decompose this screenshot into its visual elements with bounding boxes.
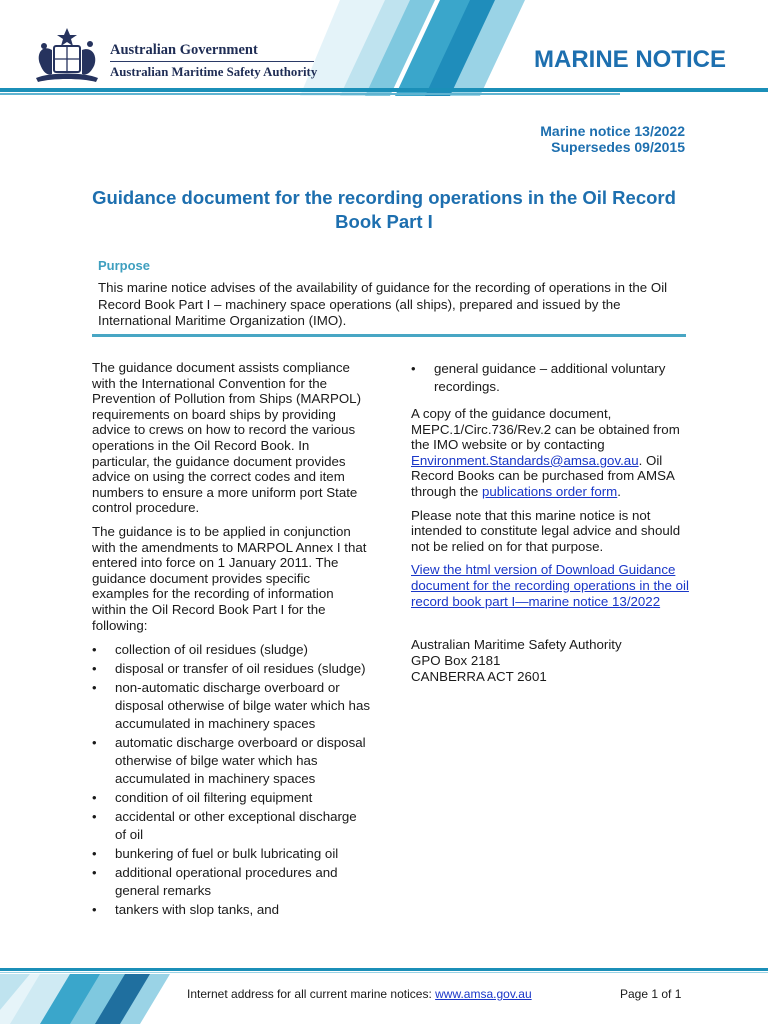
agency-name: Australian Maritime Safety Authority: [110, 65, 318, 79]
email-link[interactable]: Environment.Standards@amsa.gov.au: [411, 452, 639, 468]
list-item: • accidental or other exceptional discharge of oil: [92, 808, 370, 844]
notice-reference: [540, 123, 685, 155]
copy-text-part-1: A copy of the guidance document, MEPC.1/Circ.736/Rev.2 can be obtained from the IMO website or by contacting: [411, 406, 680, 453]
list-item: • bunkering of fuel or bulk lubricating oil: [92, 845, 370, 863]
list-item: • general guidance – additional voluntary recordings.: [411, 360, 693, 396]
html-version-paragraph: [411, 562, 693, 609]
purpose-text: This marine notice advises of the availability of guidance for the recording of operations in the Oil Record Book Part I – machinery space operations (all ships), prepared and issued by the International Maritime Organization (IMO).: [98, 280, 668, 328]
notice-number: Marine notice 13/2022: [540, 123, 685, 139]
continued-list: [411, 360, 693, 396]
address-line-1: Australian Maritime Safety Authority: [411, 637, 622, 653]
document-title: Guidance document for the recording operations in the Oil Record Book Part I: [92, 187, 676, 232]
header-rule: [0, 88, 768, 92]
list-item: • disposal or transfer of oil residues (sludge): [92, 660, 370, 678]
marine-notice-title: MARINE NOTICE: [534, 46, 726, 73]
postal-address: [411, 637, 693, 685]
amsa-website-link[interactable]: www.amsa.gov.au: [435, 987, 532, 1001]
recording-topics-list: [92, 641, 370, 919]
address-line-2: GPO Box 2181: [411, 653, 501, 669]
purpose-heading: Purpose: [98, 258, 151, 273]
guidance-paragraph-1: The guidance document assists compliance with the International Convention for the Prevention of Pollution from Ships (MARPOL) requirements on board ships by providing advice to crews on how to record the various operations in the Oil Record Book. In particular, the guidance document provides advice on using the correct codes and item numbers to ensure a more uniform port State control procedure.: [92, 360, 362, 516]
logo-divider: [110, 61, 314, 62]
address-line-3: CANBERRA ACT 2601: [411, 669, 547, 685]
list-item: • condition of oil filtering equipment: [92, 789, 370, 807]
footer-text: [187, 987, 532, 1001]
list-item: • automatic discharge overboard or disposal otherwise of bilge water which has accumulated in machinery spaces: [92, 734, 370, 788]
copy-text-part-3: .: [617, 483, 621, 499]
right-column: [411, 360, 693, 685]
list-item: • non-automatic discharge overboard or disposal otherwise of bilge water which has accumulated in machinery spaces: [92, 679, 370, 733]
guidance-paragraph-2: The guidance is to be applied in conjunction with the amendments to MARPOL Annex I that entered into force on 1 January 2011. The guidance document provides specific examples for the recording of information within the Oil Record Book Part I for the following:: [92, 523, 367, 633]
copy-text-part-2: . Oil Record Books can be purchased from AMSA through the: [411, 452, 675, 499]
copy-availability-paragraph: [411, 406, 693, 500]
footer-label: Internet address for all current marine notices:: [187, 987, 436, 1001]
list-item: • additional operational procedures and general remarks: [92, 864, 370, 900]
purpose-divider: [92, 334, 686, 337]
list-item: • collection of oil residues (sludge): [92, 641, 370, 659]
page-number: Page 1 of 1: [620, 987, 682, 1001]
government-name: Australian Government: [110, 42, 258, 58]
list-item: • tankers with slop tanks, and: [92, 901, 370, 919]
html-version-link[interactable]: View the html version of Download Guidance document for the recording operations in the oil record book part I—marine notice 13/2022: [411, 562, 689, 609]
left-column: [92, 360, 370, 920]
publications-order-form-link[interactable]: publications order form: [481, 483, 618, 499]
disclaimer-paragraph: Please note that this marine notice is not intended to constitute legal advice and should not be relied on for that purpose.: [411, 507, 681, 554]
coat-of-arms-icon: [30, 26, 104, 88]
header-rule-secondary: [0, 93, 620, 95]
supersedes-note: Supersedes 09/2015: [551, 139, 685, 155]
